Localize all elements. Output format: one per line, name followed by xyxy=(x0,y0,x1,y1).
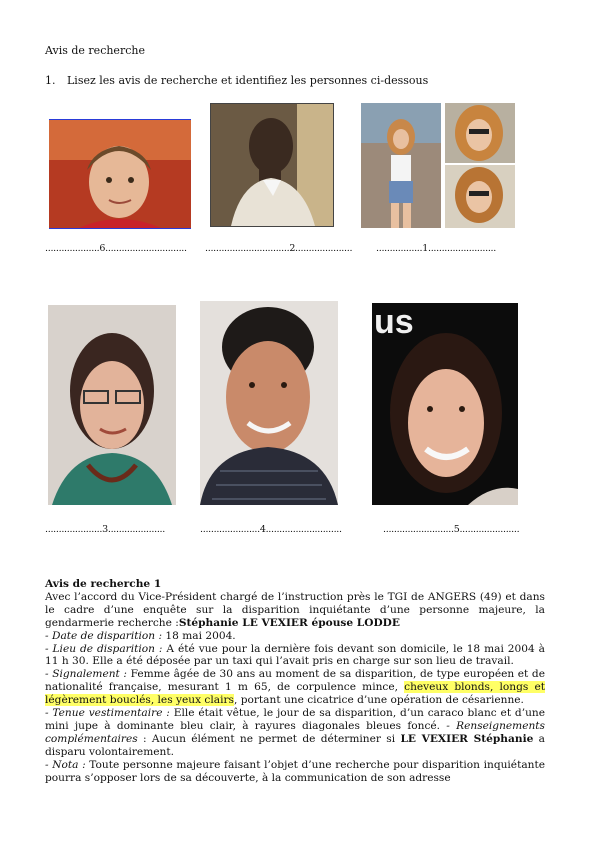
highlighted-description: cheveux blonds, longs et légèrement bouclés, les yeux clairs xyxy=(45,681,546,707)
notice-intro-text: Avec l’accord du Vice-Président chargé de l’instruction près le TGI de ANGERS (49) et dans le cadre d’une enquête sur la disparition inquiétante d’une personne majeure, la gendarmerie recherche : xyxy=(45,590,545,629)
caption-photo-man-profile: ...............................2..................... xyxy=(205,243,353,254)
photo-man-smiling xyxy=(200,301,338,505)
photo-man-profile xyxy=(210,103,334,227)
nota-value: Toute personne majeure faisant l’objet d’une recherche pour disparition inquiétante pourra s’opposer lors de sa découverte, à la communication de son adresse xyxy=(45,758,545,784)
notice-intro xyxy=(45,591,545,630)
info-name: LE VEXIER Stéphanie xyxy=(400,732,534,745)
caption-photo-woman-smiling: ..........................5...................... xyxy=(383,524,520,535)
question-text: Lisez les avis de recherche et identifiez les personnes ci-dessous xyxy=(67,74,429,87)
info-label: - Renseignements complémentaires xyxy=(45,719,545,745)
clothing-value: Elle était vêtue, le jour de sa disparition, d’un caraco blanc et d’une mini jupe à dominante bleu clair, à rayures diagonales bleues foncé. xyxy=(45,707,545,732)
question-number: 1. xyxy=(45,74,56,87)
date-value: 18 mai 2004. xyxy=(162,629,236,642)
notice-place xyxy=(45,643,545,669)
missing-person-name: Stéphanie LE VEXIER épouse LODDE xyxy=(178,616,400,629)
photo-boy xyxy=(49,119,191,229)
notice-clothing xyxy=(45,707,545,759)
caption-photo-boy: ....................6.............................. xyxy=(45,243,187,254)
question-1 xyxy=(45,74,428,87)
info-value-b: a disparu volontairement. xyxy=(45,732,546,758)
caption-photo-man-smiling: ......................4............................ xyxy=(200,524,342,535)
description-value: Femme âgée de 30 ans au moment de sa disparition, de type européen et de nationalité française, mesurant 1 m 65, de corpulence mince, xyxy=(45,668,545,694)
info-value-a: : Aucun élément ne permet de déterminer si xyxy=(137,732,401,745)
notice-heading: Avis de recherche 1 xyxy=(45,578,162,590)
photo-woman-collage xyxy=(361,103,515,228)
description-label: - Signalement : xyxy=(45,668,127,681)
nota-label: - Nota : xyxy=(45,758,86,771)
clothing-label: - Tenue vestimentaire : xyxy=(45,707,170,720)
notice-section xyxy=(45,578,545,785)
notice-nota xyxy=(45,759,545,785)
description-end: , portant une cicatrice d’une opération de césarienne. xyxy=(233,694,524,707)
photo-woman-glasses xyxy=(48,305,176,505)
svg-text:us: us xyxy=(374,303,414,341)
photo-woman-smiling xyxy=(372,303,518,505)
notice-date xyxy=(45,630,545,643)
caption-photo-woman-collage: .................1......................... xyxy=(376,243,496,254)
page-title: Avis de recherche xyxy=(45,44,145,57)
date-label: - Date de disparition : xyxy=(45,629,163,642)
place-label: - Lieu de disparition : xyxy=(45,642,163,655)
caption-photo-woman-glasses: .....................3..................... xyxy=(45,524,165,535)
place-value: A été vue pour la dernière fois devant son domicile, le 18 mai 2004 à 11 h 30. Elle a été déposée par un taxi qui l’avait pris en charge sur son lieu de travail. xyxy=(45,642,546,668)
notice-description xyxy=(45,668,545,707)
